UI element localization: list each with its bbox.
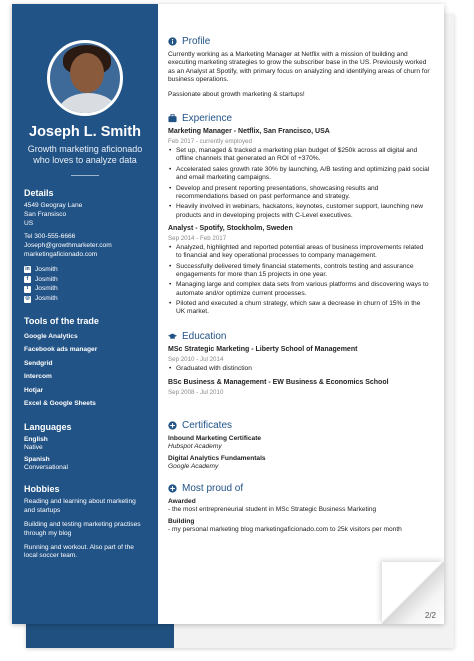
language-level: Conversational bbox=[24, 464, 68, 472]
certificates-heading: Certificates bbox=[168, 420, 430, 431]
tool-item: Hotjar bbox=[24, 386, 44, 394]
instagram-icon: ◎ bbox=[25, 295, 30, 302]
job-bullet: • Analyzed, highlighted and reported potential areas of business improvements related to financial and key operational processes to company management. bbox=[168, 244, 430, 260]
degree-bullet: • Graduated with distinction bbox=[168, 365, 430, 373]
plus-circle-icon bbox=[168, 484, 177, 493]
details-title: Details bbox=[24, 188, 54, 198]
tool-item: Facebook ads manager bbox=[24, 346, 98, 354]
job-bullet: • Heavily involved in webinars, hackatons, keynotes, customer support, launching new products and in developing projects with C-Level executives. bbox=[168, 203, 430, 219]
proud-item-text: - my personal marketing blog marketingaficionado.com to 25k visitors per month bbox=[168, 526, 402, 534]
twitter-link[interactable]: t Josmith bbox=[24, 284, 146, 294]
plus-circle-icon bbox=[168, 421, 177, 430]
certificate-name: Digital Analytics Fundamentals bbox=[168, 454, 266, 462]
job-entry bbox=[168, 128, 430, 220]
certificate-issuer: Google Academy bbox=[168, 462, 219, 470]
experience-heading: Experience bbox=[168, 113, 430, 124]
education-section bbox=[168, 331, 430, 396]
certificate-issuer: Hubspot Academy bbox=[168, 442, 222, 450]
certificate-name: Inbound Marketing Certificate bbox=[168, 434, 262, 442]
briefcase-icon bbox=[168, 114, 177, 123]
details-section bbox=[24, 188, 146, 304]
job-title: Analyst - Spotify, Stockholm, Sweden bbox=[168, 224, 293, 232]
avatar bbox=[47, 40, 123, 116]
profile-section bbox=[168, 36, 430, 99]
address-line: San Fransisco bbox=[24, 210, 67, 218]
certificates-section bbox=[168, 420, 430, 471]
email-link[interactable]: Joseph@growthmarketer.com bbox=[24, 242, 112, 250]
job-bullet: • Successfully delivered timely financial statements, controls testing and assurance engagements for more than 15 projects in one year. bbox=[168, 263, 430, 279]
profile-summary: Currently working as a Marketing Manager at Netflix with a mission of building and executing marketing strategies to grow the subscriber base in the US. Previously worked as an Analyst at Spotify, with primary focus on analyzing and identifying areas of churn for business operations. bbox=[168, 51, 430, 84]
proud-section bbox=[168, 483, 430, 535]
job-bullet: • Managing large and complex data sets from various platforms and discovering ways to automate and/or optimize current processes. bbox=[168, 281, 430, 297]
degree-date: Sep 2010 - Jul 2014 bbox=[168, 355, 224, 363]
website-link[interactable]: marketingaficionado.com bbox=[24, 250, 98, 258]
profile-heading: Profile bbox=[168, 36, 430, 47]
address-line: 4549 Geogray Lane bbox=[24, 202, 83, 209]
education-entry bbox=[168, 346, 430, 373]
address-line: US bbox=[24, 219, 34, 227]
tagline: Growth marketing aficionado who loves to analyze data bbox=[27, 144, 143, 165]
tool-item: Excel & Google Sheets bbox=[24, 400, 96, 407]
profile-passion: Passionate about growth marketing & startups! bbox=[168, 90, 305, 98]
job-bullet: • Set up, managed & tracked a marketing plan budget of $250k across all digital and offline channels that generated an ROI of +370%. bbox=[168, 147, 430, 163]
proud-item-text: - the most entrepreneurial student in MSc Strategic Business Marketing bbox=[168, 505, 377, 513]
language-name: English bbox=[24, 436, 48, 444]
language-name: Spanish bbox=[24, 456, 50, 464]
job-entry bbox=[168, 225, 430, 317]
divider bbox=[71, 175, 99, 176]
job-date: Sep 2014 - Feb 2017 bbox=[168, 234, 227, 242]
resume-page bbox=[12, 4, 444, 624]
proud-item-name: Building bbox=[168, 518, 195, 526]
education-heading: Education bbox=[168, 331, 430, 342]
facebook-icon: f bbox=[24, 276, 31, 283]
hobby-item: Building and testing marketing practises through my blog bbox=[24, 521, 141, 537]
sidebar bbox=[12, 4, 158, 624]
candidate-name: Joseph L. Smith bbox=[29, 124, 141, 140]
proud-item-name: Awarded bbox=[168, 497, 196, 505]
tool-item: Google Analytics bbox=[24, 332, 78, 340]
experience-section bbox=[168, 113, 430, 317]
education-entry bbox=[168, 379, 430, 396]
language-level: Native bbox=[24, 444, 43, 452]
instagram-link[interactable]: ◎ Josmith bbox=[25, 295, 58, 303]
job-bullet: • Develop and present reporting presentations, showcasing results and recommendations based on past performance and strategy. bbox=[168, 185, 430, 201]
page-number: 2/2 bbox=[424, 611, 436, 620]
job-bullet: • Accelerated sales growth rate 30% by launching, A/B testing and optimizing paid social and email marketing campaigns. bbox=[168, 166, 430, 182]
tools-title: Tools of the trade bbox=[24, 315, 99, 326]
degree-title: MSc Strategic Marketing - Liberty School of Management bbox=[168, 345, 358, 353]
degree-title: BSc Business & Management - EW Business & Economics School bbox=[168, 378, 389, 386]
phone: Tel 300-555-6666 bbox=[24, 233, 76, 241]
hobbies-section bbox=[24, 484, 146, 560]
hobby-item: Reading and learning about marketing and startups bbox=[24, 498, 136, 514]
linkedin-link[interactable]: in Josmith bbox=[25, 265, 58, 273]
proud-heading: Most proud of bbox=[168, 483, 430, 494]
facebook-link[interactable]: f Josmith bbox=[24, 275, 146, 285]
tool-item: Sendgrid bbox=[24, 359, 53, 367]
languages-section bbox=[24, 422, 146, 472]
profile-icon bbox=[168, 37, 177, 46]
graduation-cap-icon bbox=[168, 332, 177, 341]
hobby-item: Running and workout. Also part of the local soccer team. bbox=[24, 544, 134, 560]
twitter-icon: t bbox=[24, 286, 31, 293]
job-title: Marketing Manager - Netflix, San Francisco, USA bbox=[168, 128, 330, 136]
languages-title: Languages bbox=[24, 422, 72, 433]
degree-date: Sep 2008 - Jul 2010 bbox=[168, 388, 224, 396]
tool-item: Intercom bbox=[24, 373, 52, 381]
linkedin-icon: in bbox=[25, 265, 30, 272]
main-content bbox=[168, 4, 430, 535]
hobbies-title: Hobbies bbox=[24, 484, 60, 495]
job-bullet: • Piloted and executed a churn strategy, which saw a decrease in churn of 15% in the UK market. bbox=[168, 300, 430, 316]
tools-section bbox=[24, 316, 146, 410]
job-date: Feb 2017 - currently employed bbox=[168, 138, 252, 146]
